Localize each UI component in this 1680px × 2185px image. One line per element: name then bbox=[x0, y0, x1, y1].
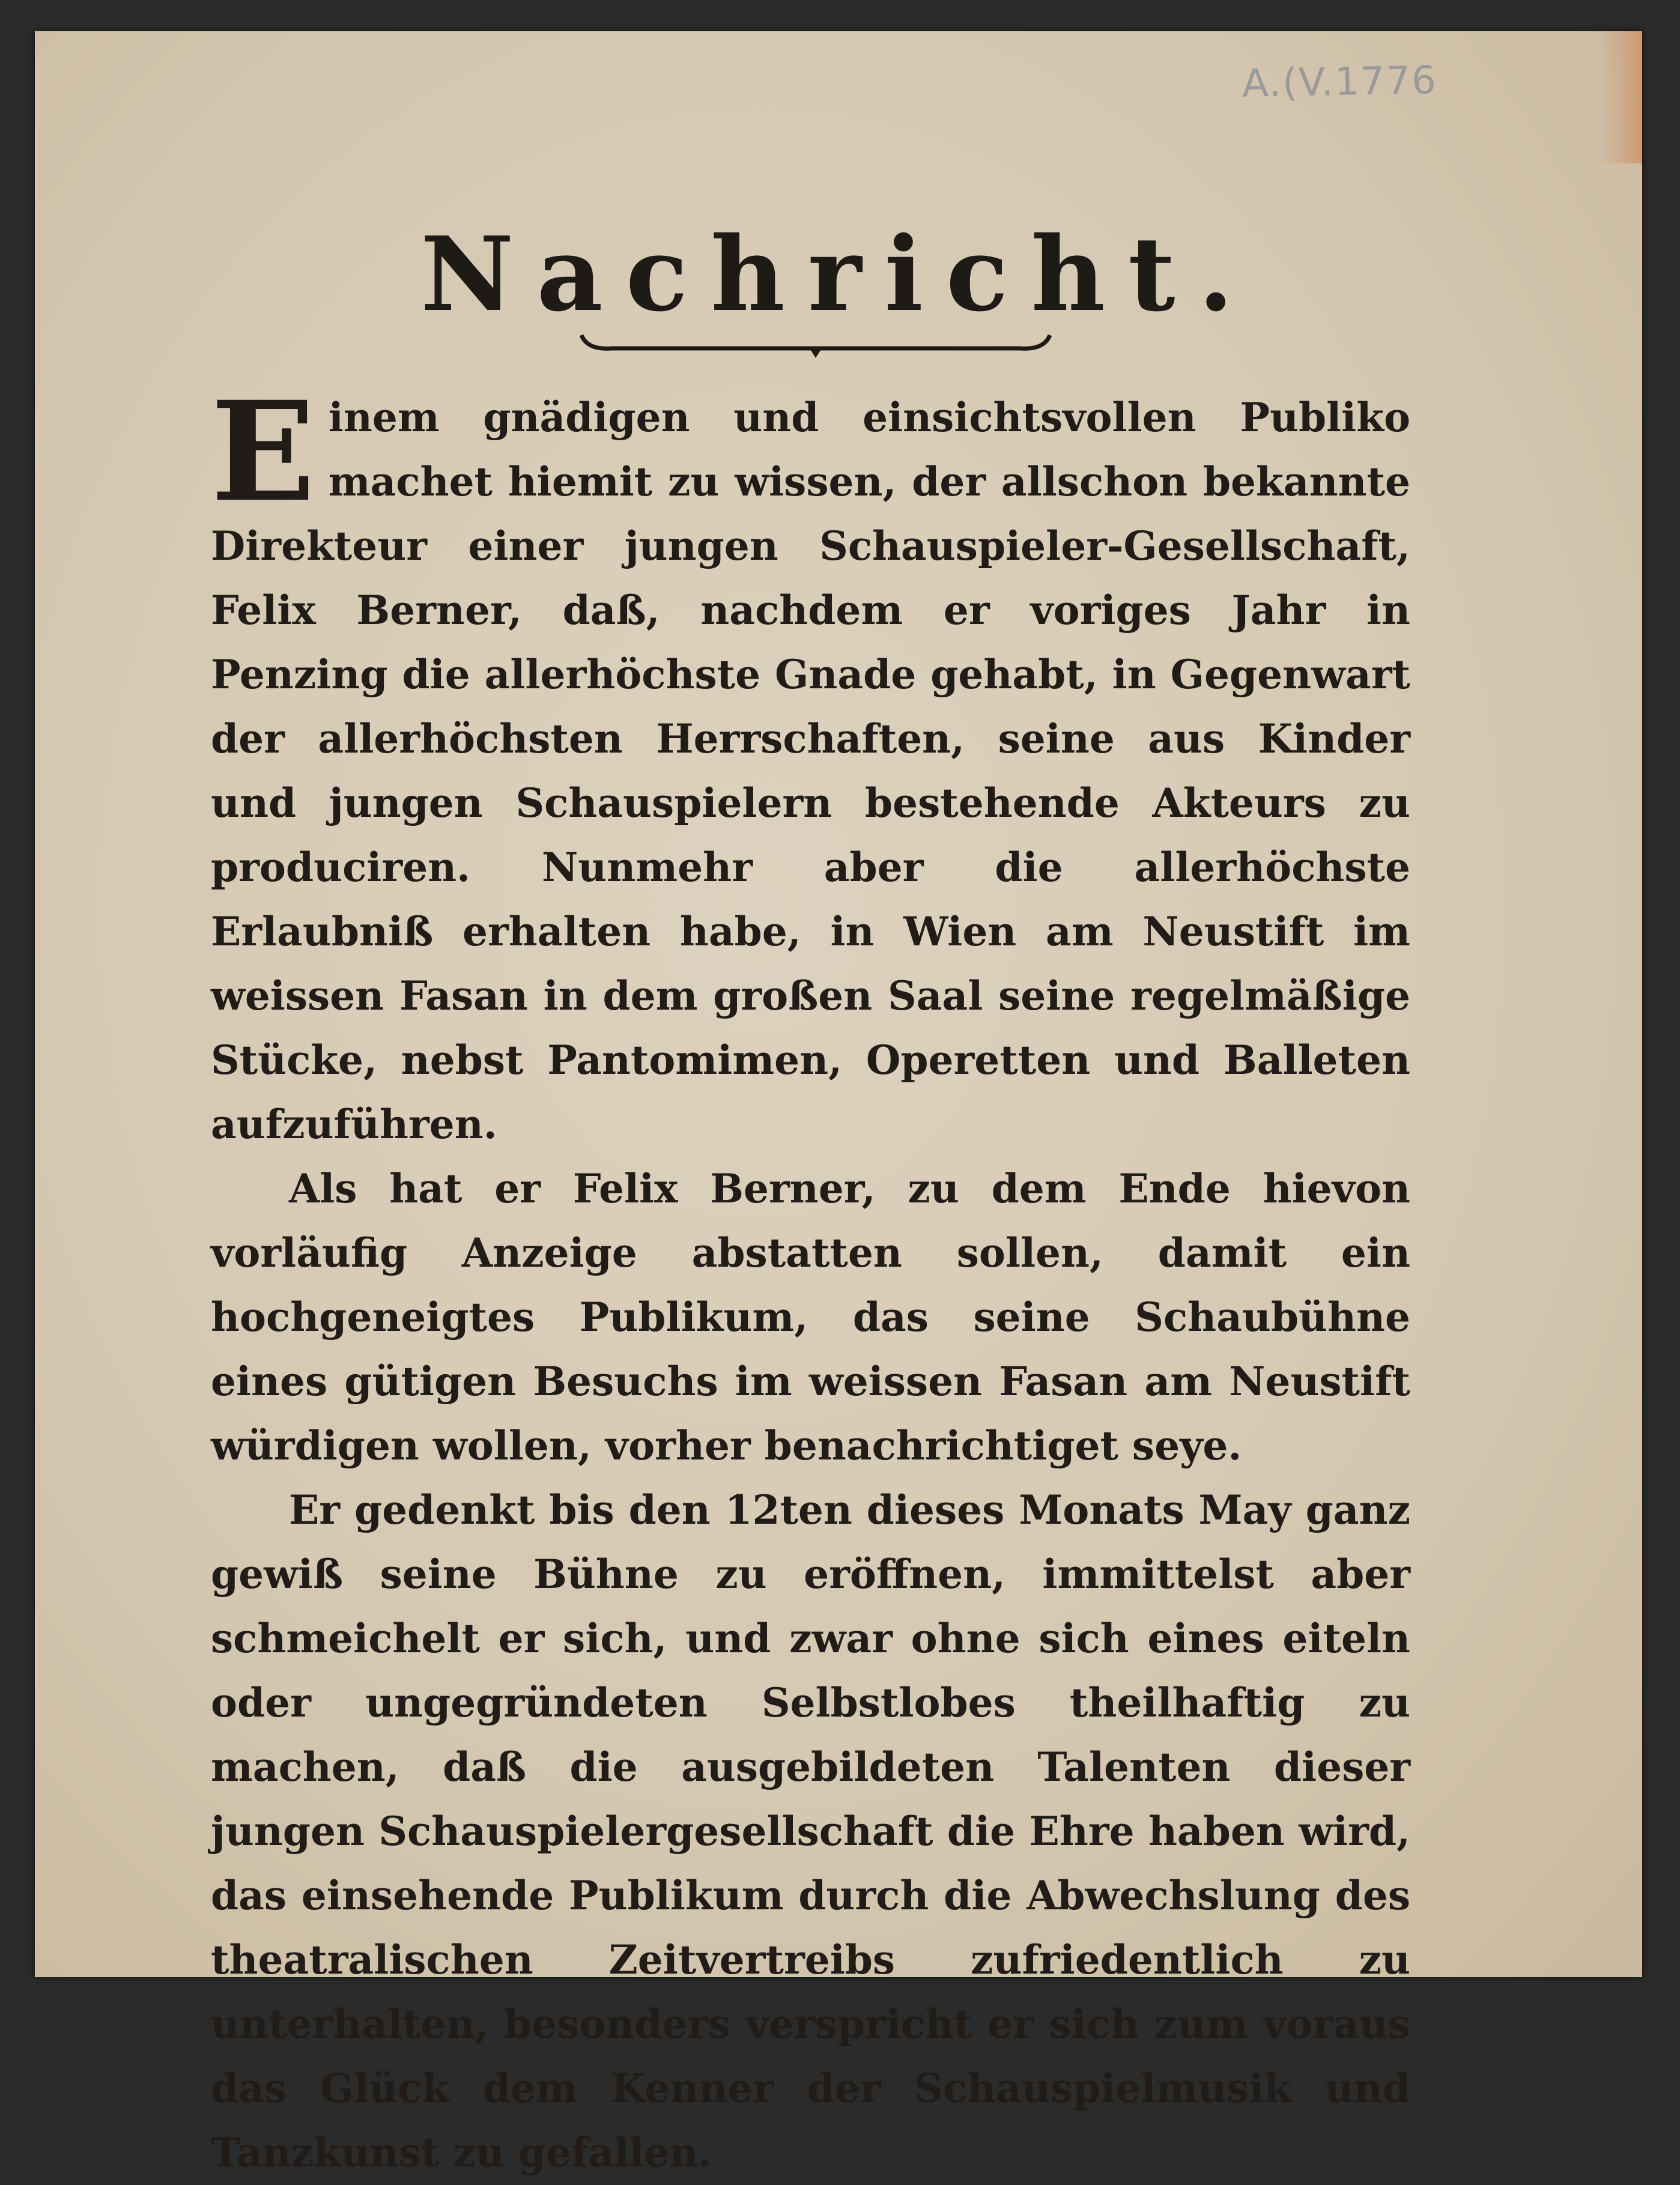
page-title: Nachricht. bbox=[420, 214, 1257, 335]
paragraph-2: Als hat er Felix Berner, zu dem Ende hievon vorläufig Anzeige abstatten sollen, damit ein hochgeneigtes Publikum, das seine Schaubühne eines gütigen Besuchs im weissen Fasan am Neustift würdigen wollen, vorher benachrichtiget seye. bbox=[211, 1165, 1410, 1469]
document-page bbox=[35, 31, 1642, 2176]
paragraph-3: Er gedenkt bis den 12ten dieses Monats May ganz gewiß seine Bühne zu eröffnen, immittelst aber schmeichelt er sich, und zwar ohne sich eines eiteln oder ungegründeten Selbstlobes theilhaftig zu machen, daß die ausgebildeten Talenten dieser jungen Schauspielergesellschaft die Ehre haben wird, das einsehende Publikum durch die Abwechslung des theatralischen Zeitvertreibs zufriedentlich zu unterhalten, besonders verspricht er sich zum voraus das Glück dem Kenner der Schauspielmusik und Tanzkunst zu gefallen. bbox=[211, 1486, 1410, 2176]
paper-stain bbox=[1600, 31, 1642, 163]
drop-cap-initial: E bbox=[211, 371, 315, 532]
title-ornament-rule bbox=[575, 323, 1056, 359]
archive-pencil-note: A.(V.1776 bbox=[1242, 58, 1438, 106]
paragraph-1 bbox=[211, 371, 1410, 1157]
paragraph-1-text: inem gnädigen und einsichtsvollen Publiko machet hiemit zu wissen, der allschon bekannte Direkteur einer jungen Schauspieler-Gesellschaft, Felix Berner, daß, nachdem er voriges Jahr in Penzing die allerhöchste Gnade gehabt, in Gegenwart der allerhöchsten Herrschaften, seine aus Kinder und jungen Schauspielern bestehende Akteurs zu produciren. Nunmehr aber die allerhöchste Erlaubniß erhalten habe, in Wien am Neustift im weissen Fasan in dem großen Saal seine regelmäßige Stücke, nebst Pantomimen, Operetten und Balleten aufzuführen. bbox=[211, 394, 1410, 1148]
notice-body bbox=[211, 371, 1410, 2185]
